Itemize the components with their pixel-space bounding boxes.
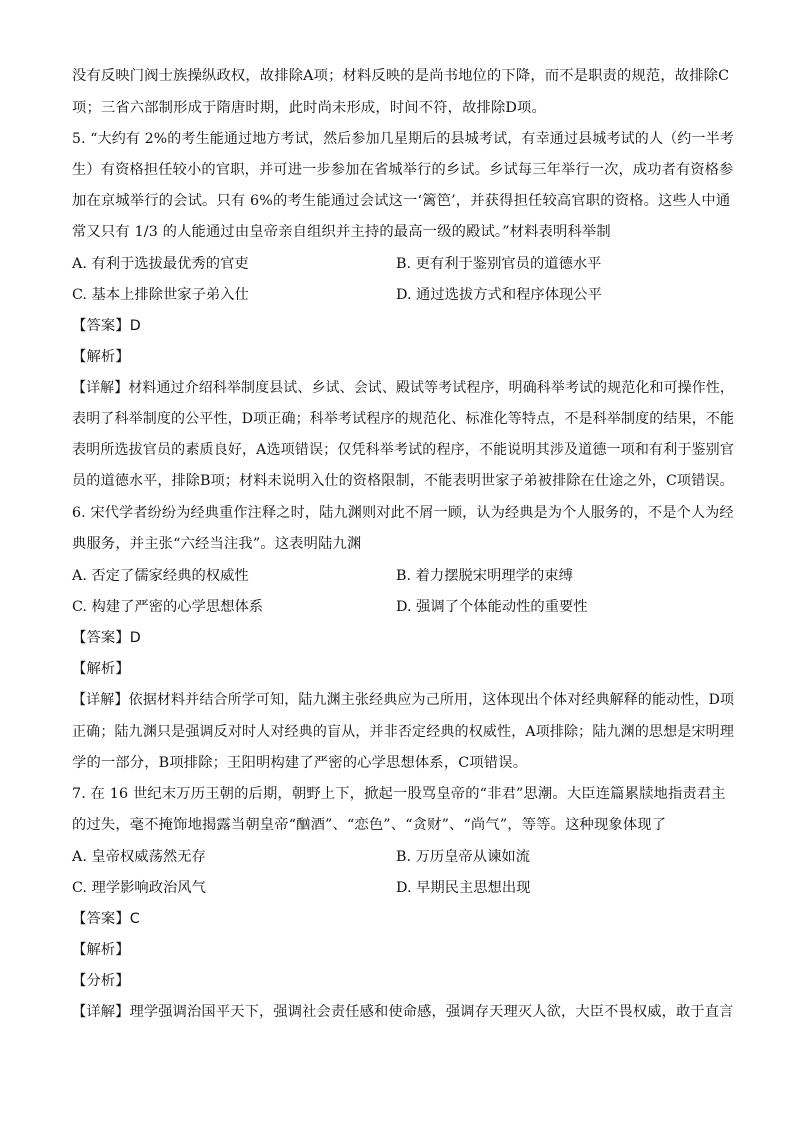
q5-detail-line: 表明所选拔官员的素质良好，A选项错误；仅凭科举考试的程序，不能说明其涉及道德一项和有利于鉴别官 bbox=[72, 442, 735, 458]
q6-stem-line: 典服务，并主张“六经当注我”。这表明陆九渊 bbox=[72, 536, 362, 552]
q5-option-b: B. 更有利于鉴别官员的道德水平 bbox=[396, 256, 602, 272]
q7-detail-line: 【详解】理学强调治国平天下，强调社会责任感和使命感，强调存天理灭人欲，大臣不畏权威，敢于直言 bbox=[72, 1004, 734, 1020]
q5-option-a: A. 有利于选拔最优秀的官吏 bbox=[72, 256, 249, 272]
q7-option-a: A. 皇帝权威荡然无存 bbox=[72, 849, 206, 865]
q7-option-c: C. 理学影响政治风气 bbox=[72, 880, 206, 896]
q6-detail-line: 学的一部分，B项排除；王阳明构建了严密的心学思想体系，C项错误。 bbox=[72, 755, 528, 771]
q5-detail-line: 【详解】材料通过介绍科举制度县试、乡试、会试、殿试等考试程序，明确科举考试的规范化和可操作性， bbox=[72, 380, 735, 396]
q7-analysis-label: 【解析】 bbox=[72, 942, 130, 958]
q7-option-b: B. 万历皇帝从谏如流 bbox=[396, 849, 530, 865]
q5-stem-line: 常又只有 1/3 的人能通过由皇帝亲自组织并主持的最高一级的殿试。”材料表明科举制 bbox=[72, 224, 611, 240]
q5-stem-line: 加在京城举行的会试。只有 6%的考生能通过会试这一‘篱笆’，并获得担任较高官职的资格。这些人中通 bbox=[72, 193, 731, 209]
q6-option-b: B. 着力摆脱宋明理学的束缚 bbox=[396, 568, 573, 584]
q6-option-d: D. 强调了个体能动性的重要性 bbox=[396, 599, 588, 615]
q7-stem-line: 7. 在 16 世纪末万历王朝的后期，朝野上下，掀起一股骂皇帝的“非君”思潮。大臣连篇累牍地指责君主 bbox=[72, 786, 726, 802]
q5-option-d: D. 通过选拔方式和程序体现公平 bbox=[396, 287, 602, 303]
q7-option-d: D. 早期民主思想出现 bbox=[396, 880, 531, 896]
q6-detail-line: 正确；陆九渊只是强调反对时人对经典的盲从，并非否定经典的权威性，A项排除；陆九渊的思想是宋明理 bbox=[72, 724, 735, 740]
q6-answer: 【答案】D bbox=[72, 630, 141, 646]
q5-answer: 【答案】D bbox=[72, 318, 141, 334]
q5-option-c: C. 基本上排除世家子弟入仕 bbox=[72, 287, 249, 303]
q6-analysis-label: 【解析】 bbox=[72, 661, 130, 677]
q6-option-c: C. 构建了严密的心学思想体系 bbox=[72, 599, 264, 615]
q5-detail-line: 表明了科举制度的公平性，D项正确；科举考试程序的规范化、标准化等特点，不是科举制度的结果，不能 bbox=[72, 411, 735, 427]
q5-analysis-label: 【解析】 bbox=[72, 349, 130, 365]
q6-stem-line: 6. 宋代学者纷纷为经典重作注释之时，陆九渊则对此不屑一顾，认为经典是为个人服务的，不是个人为经 bbox=[72, 505, 734, 521]
q6-detail-line: 【详解】依据材料并结合所学可知，陆九渊主张经典应为己所用，这体现出个体对经典解释的能动性，D项 bbox=[72, 692, 735, 708]
q5-detail-line: 员的道德水平，排除B项；材料未说明入仕的资格限制，不能表明世家子弟被排除在仕途之外，C项错误。 bbox=[72, 473, 734, 489]
q5-stem-line: 5. “大约有 2%的考生能通过地方考试，然后参加几星期后的县城考试，有幸通过县城考试的人（约一半考 bbox=[72, 131, 734, 147]
q5-stem-line: 生）有资格担任较小的官职，并可进一步参加在省城举行的乡试。乡试每三年举行一次，成功者有资格参 bbox=[72, 162, 734, 178]
q7-analysis-sub: 【分析】 bbox=[72, 973, 130, 989]
q7-stem-line: 的过失，毫不掩饰地揭露当朝皇帝“酗酒”、“恋色”、“贪财”、“尚气”，等等。这种现象体现了 bbox=[72, 817, 667, 833]
q6-option-a: A. 否定了儒家经典的权威性 bbox=[72, 568, 249, 584]
prev-analysis-line: 没有反映门阀士族操纵政权，故排除A项；材料反映的是尚书地位的下降，而不是职责的规范，故排除C bbox=[72, 68, 730, 84]
prev-analysis-line: 项；三省六部制形成于隋唐时期，此时尚未形成，时间不符，故排除D项。 bbox=[72, 100, 546, 116]
q7-answer: 【答案】C bbox=[72, 911, 140, 927]
